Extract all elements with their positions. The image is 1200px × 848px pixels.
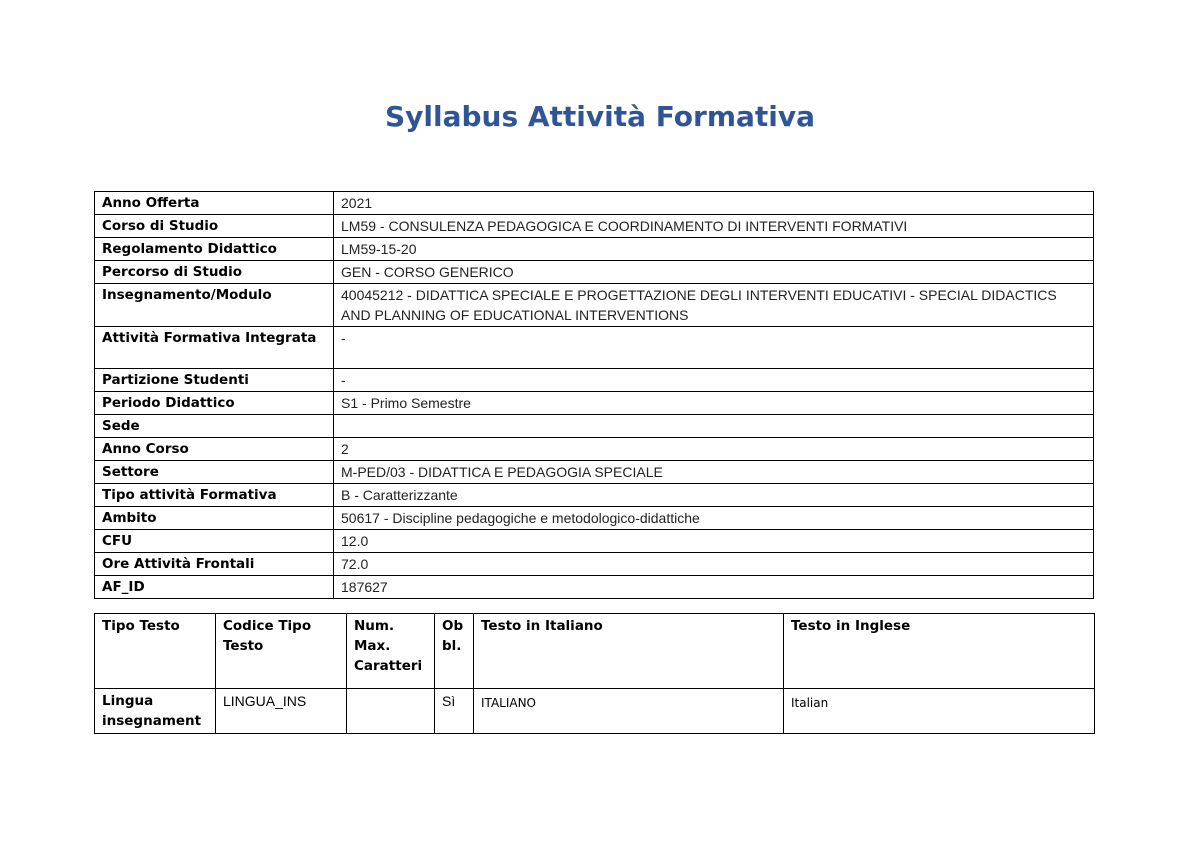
info-label: Ore Attività Frontali [95, 553, 334, 576]
info-row [95, 461, 1094, 484]
info-label: CFU [95, 530, 334, 553]
header-obbl: Ob bl. [435, 614, 474, 689]
cell-tipo-testo: Lingua insegnament [95, 689, 216, 734]
info-row [95, 415, 1094, 438]
info-row [95, 507, 1094, 530]
header-codice-tipo-testo: Codice Tipo Testo [216, 614, 347, 689]
header-testo-italiano: Testo in Italiano [474, 614, 784, 689]
info-value: 40045212 - DIDATTICA SPECIALE E PROGETTAZIONE DEGLI INTERVENTI EDUCATIVI - SPECIAL DIDACTICS AND PLANNING OF EDUCATIONAL INTERVENTIONS [334, 284, 1094, 327]
cell-testo-inglese: Italian [784, 689, 1095, 734]
info-label: Insegnamento/Modulo [95, 284, 334, 327]
info-row [95, 576, 1094, 599]
info-value: - [334, 369, 1094, 392]
info-value: GEN - CORSO GENERICO [334, 261, 1094, 284]
info-value: 50617 - Discipline pedagogiche e metodologico-didattiche [334, 507, 1094, 530]
info-label: Tipo attività Formativa [95, 484, 334, 507]
info-label: Partizione Studenti [95, 369, 334, 392]
info-row [95, 484, 1094, 507]
info-value: 2021 [334, 192, 1094, 215]
header-tipo-testo: Tipo Testo [95, 614, 216, 689]
info-value: 72.0 [334, 553, 1094, 576]
info-row [95, 438, 1094, 461]
info-label: Anno Corso [95, 438, 334, 461]
info-row [95, 215, 1094, 238]
info-value: LM59 - CONSULENZA PEDAGOGICA E COORDINAMENTO DI INTERVENTI FORMATIVI [334, 215, 1094, 238]
info-label: Ambito [95, 507, 334, 530]
info-label: Settore [95, 461, 334, 484]
info-label: Percorso di Studio [95, 261, 334, 284]
info-table [94, 191, 1094, 599]
info-row [95, 238, 1094, 261]
cell-obbl: Sì [435, 689, 474, 734]
table-row [95, 689, 1095, 734]
info-value [334, 415, 1094, 438]
info-row [95, 392, 1094, 415]
cell-testo-italiano: ITALIANO [474, 689, 784, 734]
info-row [95, 327, 1094, 369]
info-value: S1 - Primo Semestre [334, 392, 1094, 415]
cell-num-max-caratteri [347, 689, 435, 734]
info-label: AF_ID [95, 576, 334, 599]
info-label: Anno Offerta [95, 192, 334, 215]
info-label: Attività Formativa Integrata [95, 327, 334, 369]
info-row [95, 553, 1094, 576]
info-row [95, 284, 1094, 327]
info-value: 187627 [334, 576, 1094, 599]
header-num-max-caratteri: Num. Max. Caratteri [347, 614, 435, 689]
info-row [95, 530, 1094, 553]
info-row [95, 261, 1094, 284]
page-title: Syllabus Attività Formativa [384, 100, 816, 133]
cell-codice-tipo-testo: LINGUA_INS [216, 689, 347, 734]
info-row [95, 192, 1094, 215]
info-value: B - Caratterizzante [334, 484, 1094, 507]
info-value: LM59-15-20 [334, 238, 1094, 261]
header-testo-inglese: Testo in Inglese [784, 614, 1095, 689]
info-table-body [95, 192, 1094, 599]
info-value: M-PED/03 - DIDATTICA E PEDAGOGIA SPECIALE [334, 461, 1094, 484]
info-label: Corso di Studio [95, 215, 334, 238]
text-table [94, 613, 1095, 734]
info-label: Sede [95, 415, 334, 438]
text-table-header-row [95, 614, 1095, 689]
info-label: Regolamento Didattico [95, 238, 334, 261]
info-value: 2 [334, 438, 1094, 461]
info-value: - [334, 327, 1094, 369]
info-label: Periodo Didattico [95, 392, 334, 415]
info-row [95, 369, 1094, 392]
info-value: 12.0 [334, 530, 1094, 553]
